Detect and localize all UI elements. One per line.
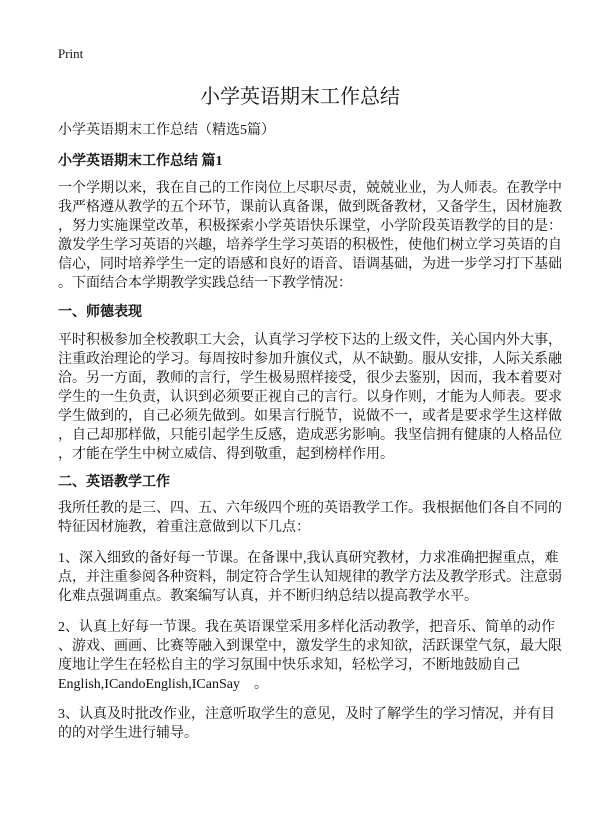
text-line: 、游戏、画画、比赛等融入到课堂中，激发学生的求知欲，活跃课堂气氛，最大限	[58, 639, 562, 654]
text-line: 3、认真及时批改作业，注意听取学生的意见，及时了解学生的学习情况，并有目	[58, 707, 555, 722]
text-line: 学生做到的，自己必须先做到。如果言行脱节，说做不一，或者是要求学生这样做	[58, 409, 562, 424]
text-line: ，努力实施课堂改革，积极探索小学英语快乐课堂，小学阶段英语教学的目的是：	[58, 219, 562, 234]
text-line: 1、深入细致的备好每一节课。在备课中,我认真研究教材，力求准确把握重点，难	[58, 551, 559, 566]
text-line: 。下面结合本学期教学实践总结一下教学情况：	[58, 276, 352, 291]
text-line: 注重政治理论的学习。每周按时参加升旗仪式，从不缺勤。服从安排，人际关系融	[58, 352, 562, 367]
text-line: 激发学生学习英语的兴趣，培养学生学习英语的积极性，使他们树立学习英语的自	[58, 238, 562, 253]
text-line: 我严格遵从教学的五个环节，课前认真备课，做到既备教材，又备学生，因材施教	[58, 200, 562, 215]
text-line: 信心，同时培养学生一定的语感和良好的语音、语调基础，为进一步学习打下基础	[58, 257, 562, 272]
heading-english-teaching: 二、英语教学工作	[58, 475, 170, 490]
text-line: 平时积极参加全校教职工大会，认真学习学校下达的上级文件，关心国内外大事，	[58, 333, 562, 348]
text-line: 我所任教的是三、四、五、六年级四个班的英语教学工作。我根据他们各自不同的	[58, 501, 562, 516]
text-line: 2、认真上好每一节课。我在英语课堂采用多样化活动教学，把音乐、简单的动作	[58, 620, 555, 635]
list-item-2	[58, 618, 562, 694]
text-line: 学生的一生负责，认识到必须要正视自己的言行。以身作则，才能为人师表。要求	[58, 390, 562, 405]
text-line: 特征因材施教，着重注意做到以下几点：	[58, 520, 310, 535]
text-line: 一个学期以来，我在自己的工作岗位上尽职尽责，兢兢业业，为人师表。在教学中	[58, 181, 562, 196]
text-line: 度地让学生在轻松自主的学习氛围中快乐求知，轻松学习，不断地鼓励自己	[58, 658, 520, 673]
ethics-paragraph	[58, 331, 562, 464]
list-item-1	[58, 549, 562, 606]
print-link[interactable]: Print	[58, 46, 84, 61]
teaching-paragraph	[58, 499, 562, 537]
intro-paragraph	[58, 179, 562, 293]
text-line: English,ICandoEnglish,ICanSay 。	[58, 677, 268, 692]
text-line: 洽。另一方面，教师的言行，学生极易照样接受，很少去鉴别，因而，我本着要对	[58, 371, 562, 386]
list-item-3	[58, 705, 558, 743]
text-line: ，才能在学生中树立威信、得到敬重，起到榜样作用。	[58, 447, 394, 462]
page-title: 小学英语期末工作总结	[200, 86, 400, 108]
heading-teacher-ethics: 一、师德表现	[58, 305, 142, 320]
text-line: 点，并注重参阅各种资料，制定符合学生认知规律的教学方法及教学形式。注意弱	[58, 570, 562, 585]
section-title: 小学英语期末工作总结 篇1	[58, 154, 223, 169]
subtitle: 小学英语期末工作总结（精选5篇）	[58, 123, 275, 138]
text-line: 的的对学生进行辅导。	[58, 726, 198, 741]
text-line: ，自己却那样做，只能引起学生反感，造成恶劣影响。我坚信拥有健康的人格品位	[58, 428, 562, 443]
text-line: 化难点强调重点。教案编写认真，并不断归纳总结以提高教学水平。	[58, 589, 478, 604]
